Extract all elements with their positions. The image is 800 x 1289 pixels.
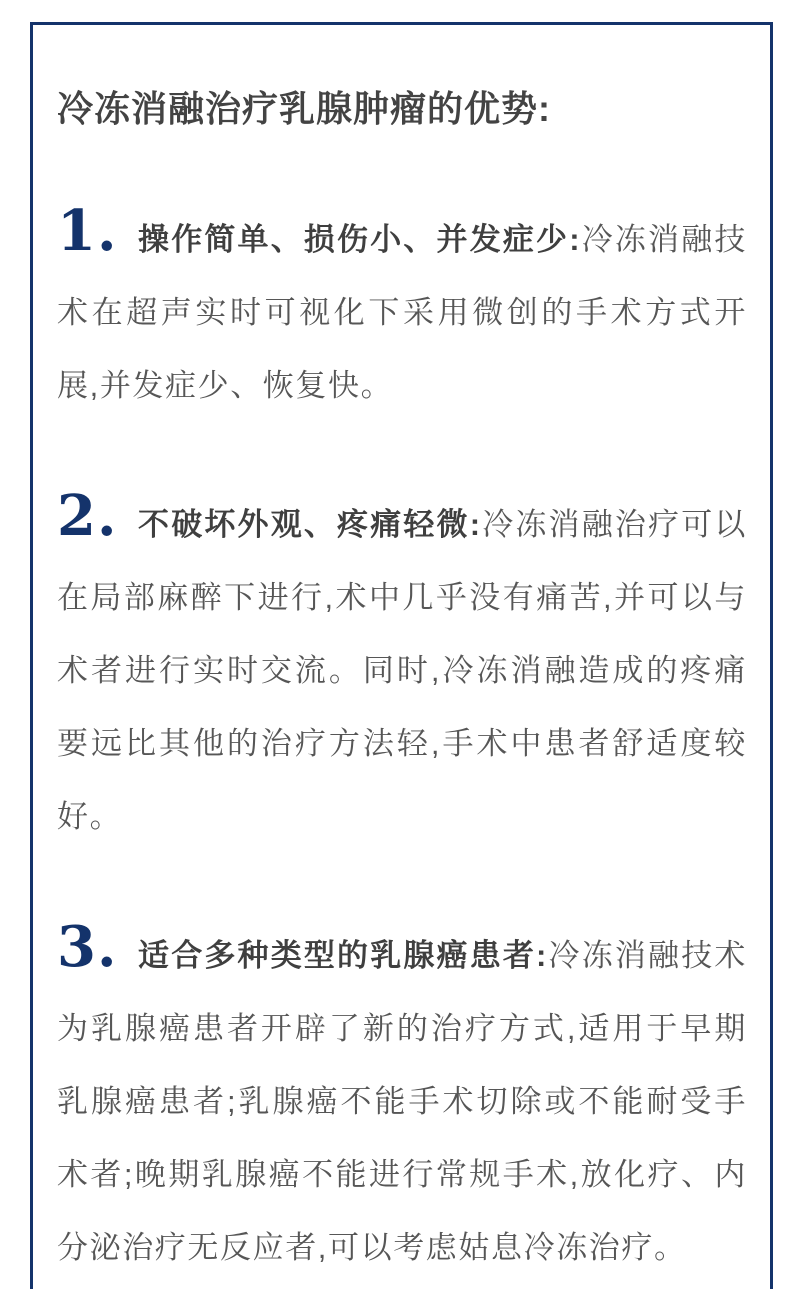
item-number: 2. bbox=[57, 483, 118, 550]
item-lead-text: 适合多种类型的乳腺癌患者: bbox=[137, 938, 548, 974]
item-body-text: 冷冻消融治疗可以在局部麻醉下进行,术中几乎没有痛苦,并可以与术者进行实时交流。同时,冷冻消融造成的疼痛要远比其他的治疗方法轻,手术中患者舒适度较好。 bbox=[57, 507, 747, 835]
article-content bbox=[57, 0, 747, 1284]
item-number: 1. bbox=[57, 198, 118, 265]
item-body-text: 冷冻消融技术为乳腺癌患者开辟了新的治疗方式,适用于早期乳腺癌患者;乳腺癌不能手术切除或不能耐受手术者;晚期乳腺癌不能进行常规手术,放化疗、内分泌治疗无反应者,可以考虑姑息冷冻治疗。 bbox=[57, 938, 747, 1266]
item-number: 3. bbox=[57, 914, 118, 981]
list-item bbox=[57, 198, 747, 422]
list-item bbox=[57, 914, 747, 1284]
item-lead-text: 操作简单、损伤小、并发症少: bbox=[137, 222, 582, 258]
page-title: 冷冻消融治疗乳腺肿瘤的优势: bbox=[57, 88, 551, 129]
item-lead-text: 不破坏外观、疼痛轻微: bbox=[137, 507, 482, 543]
list-item bbox=[57, 483, 747, 853]
item-body-text: 冷冻消融技术在超声实时可视化下采用微创的手术方式开展,并发症少、恢复快。 bbox=[57, 222, 747, 404]
